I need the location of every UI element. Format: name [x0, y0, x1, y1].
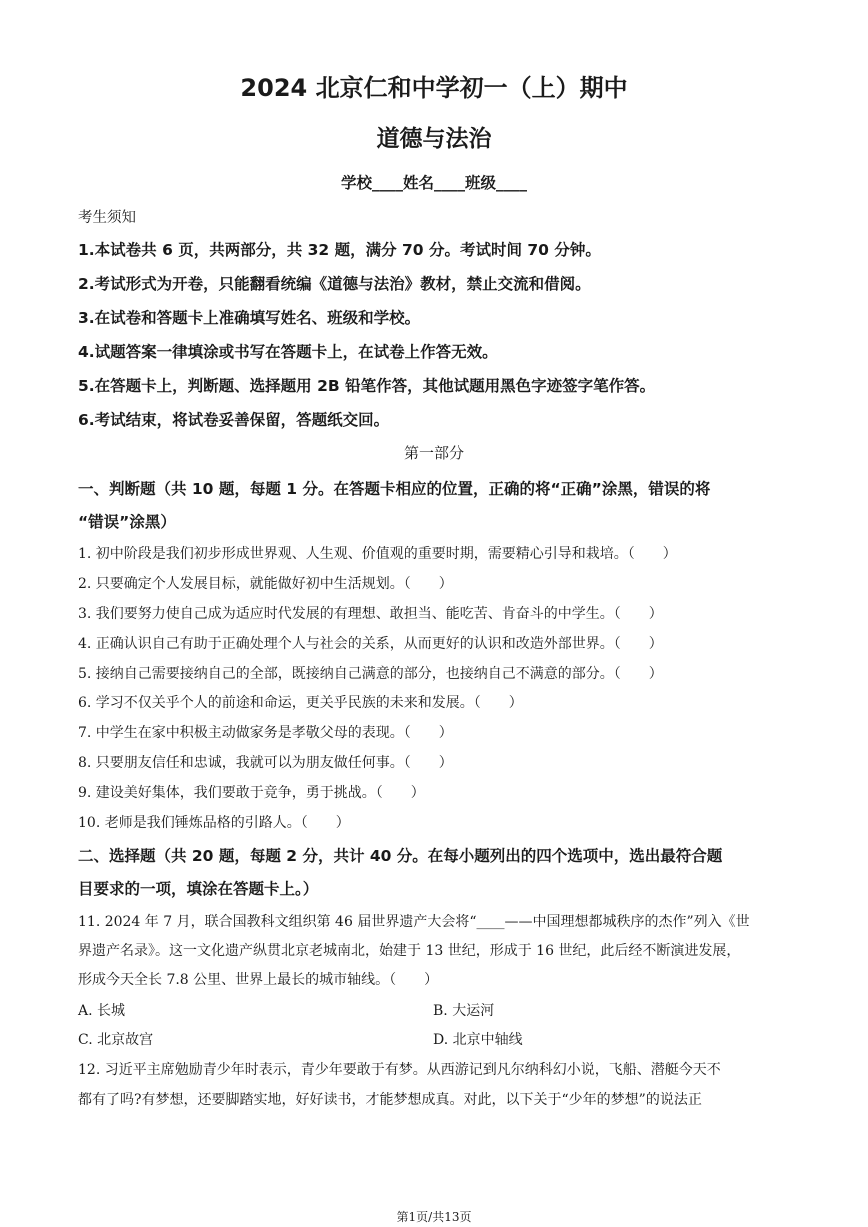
- option-c: C. 北京故宫: [78, 1032, 154, 1048]
- notice-item: 4.试题答案一律填涂或书写在答题卡上，在试卷上作答无效。: [78, 343, 498, 361]
- judgment-question: 10. 老师是我们锤炼品格的引路人。（ ）: [78, 815, 350, 831]
- option-a: A. 长城: [78, 1003, 126, 1019]
- question-11-text: 形成今天全长 7.8 公里、世界上最长的城市轴线。（ ）: [78, 972, 439, 988]
- judgment-question: 3. 我们要努力使自己成为适应时代发展的有理想、敢担当、能吃苦、肯奋斗的中学生。（ ）: [78, 606, 663, 622]
- question-12-text: 都有了吗?有梦想，还要脚踏实地，好好读书，才能梦想成真。对此，以下关于“少年的梦想”的说法正: [78, 1092, 702, 1108]
- section1-heading: 一、判断题（共 10 题，每题 1 分。在答题卡相应的位置，正确的将“正确”涂黑，错误的将: [78, 480, 711, 498]
- question-11-text: 界遗产名录》。这一文化遗产纵贯北京老城南北，始建于 13 世纪，形成于 16 世纪，此后经不断演进发展，: [78, 943, 741, 959]
- judgment-question: 6. 学习不仅关乎个人的前途和命运，更关乎民族的未来和发展。（ ）: [78, 695, 523, 711]
- notice-item: 5.在答题卡上，判断题、选择题用 2B 铅笔作答，其他试题用黑色字迹签字笔作答。: [78, 377, 656, 395]
- judgment-question: 5. 接纳自己需要接纳自己的全部，既接纳自己满意的部分，也接纳自己不满意的部分。（ ）: [78, 666, 663, 682]
- subject-title: 道德与法治: [376, 126, 492, 152]
- judgment-question: 4. 正确认识自己有助于正确处理个人与社会的关系，从而更好的认识和改造外部世界。（ ）: [78, 636, 663, 652]
- notice-item: 3.在试卷和答题卡上准确填写姓名、班级和学校。: [78, 309, 421, 327]
- section2-heading-cont: 目要求的一项，填涂在答题卡上。）: [78, 880, 319, 898]
- page-number: 第1页/共13页: [396, 1210, 472, 1224]
- notice-item: 1.本试卷共 6 页，共两部分，共 32 题，满分 70 分。考试时间 70 分钟。: [78, 241, 601, 259]
- question-12-text: 12. 习近平主席勉励青少年时表示，青少年要敢于有梦。从西游记到凡尔纳科幻小说，飞船、潜艇今天不: [78, 1062, 721, 1078]
- judgment-question: 9. 建设美好集体，我们要敢于竞争，勇于挑战。（ ）: [78, 785, 425, 801]
- option-b: B. 大运河: [433, 1003, 495, 1019]
- judgment-question: 1. 初中阶段是我们初步形成世界观、人生观、价值观的重要时期，需要精心引导和栽培。（ ）: [78, 546, 677, 562]
- part-label: 第一部分: [403, 444, 464, 462]
- section2-heading: 二、选择题（共 20 题，每题 2 分，共计 40 分。在每小题列出的四个选项中，选出最符合题: [78, 847, 723, 865]
- exam-title: 2024 北京仁和中学初一（上）期中: [240, 74, 628, 102]
- section1-heading-cont: “错误”涂黑）: [78, 513, 176, 531]
- judgment-question: 8. 只要朋友信任和忠诚，我就可以为朋友做任何事。（ ）: [78, 755, 453, 771]
- notice-item: 6.考试结束，将试卷妥善保留，答题纸交回。: [78, 411, 390, 429]
- option-d: D. 北京中轴线: [433, 1032, 523, 1048]
- student-info-line: 学校____姓名____班级____: [340, 174, 527, 192]
- notice-item: 2.考试形式为开卷，只能翻看统编《道德与法治》教材，禁止交流和借阅。: [78, 275, 591, 293]
- judgment-question: 7. 中学生在家中积极主动做家务是孝敬父母的表现。（ ）: [78, 725, 453, 741]
- notice-heading: 考生须知: [78, 210, 136, 226]
- question-11-text: 11. 2024 年 7 月，联合国教科文组织第 46 届世界遗产大会将“____——中国理想都城秩序的杰作”列入《世: [78, 914, 750, 930]
- judgment-question: 2. 只要确定个人发展目标，就能做好初中生活规划。（ ）: [78, 576, 453, 592]
